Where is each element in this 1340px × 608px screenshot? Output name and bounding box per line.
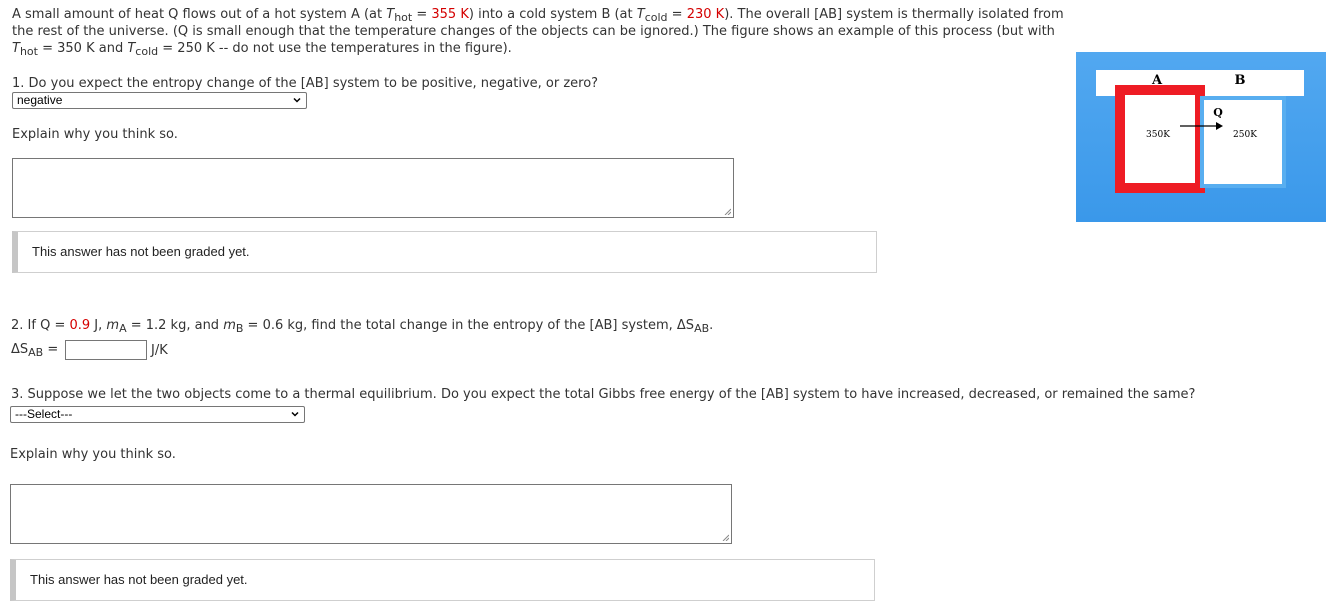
ab-subscript: AB: [694, 322, 710, 335]
equals-sign: =: [412, 7, 432, 22]
q2-answer-label: [11, 341, 58, 358]
q3-grade-status: This answer has not been graded yet.: [10, 559, 875, 601]
figure-cold-text: 250 K -- do not use the temperatures in the figure).: [177, 41, 512, 56]
mass-symbol: m: [223, 318, 236, 333]
hot-subscript: hot: [394, 11, 413, 24]
mass-symbol: m: [106, 318, 120, 333]
intro-text-2: ) into a cold system B (at: [468, 7, 637, 22]
q2-text-3: = 1.2 kg, and: [126, 318, 224, 333]
resize-grip-icon[interactable]: [722, 534, 729, 541]
heat-flow-diagram: [1076, 52, 1326, 222]
q2-text-1: 2. If Q =: [11, 318, 70, 333]
heat-q-label: Q: [1213, 106, 1223, 119]
resize-grip-icon[interactable]: [724, 208, 731, 215]
q3-selected-value: ---Select---: [15, 407, 73, 421]
q3-explanation-textarea[interactable]: [10, 484, 732, 544]
delta-s-symbol: ΔS: [676, 318, 695, 333]
equals-sign: =: [667, 7, 687, 22]
q3-explain-prompt: Explain why you think so.: [10, 447, 176, 462]
q1-select[interactable]: [12, 92, 307, 109]
t-cold-value: 230 K: [686, 7, 725, 22]
t-symbol: T: [386, 7, 395, 22]
chevron-down-icon: [293, 96, 301, 104]
cold-subscript: cold: [135, 45, 159, 58]
t-symbol: T: [127, 41, 136, 56]
q2-text-2: J,: [90, 318, 107, 333]
q1-selected-value: negative: [17, 93, 63, 107]
q2-question: [11, 317, 713, 334]
heat-flow-figure: [1076, 52, 1326, 222]
system-b-label: B: [1234, 73, 1246, 88]
q2-heat-value: 0.9: [69, 318, 91, 333]
mass-b-subscript: B: [235, 322, 244, 335]
q2-text-4: = 0.6 kg, find the total change in the entropy of the [AB] system,: [243, 318, 677, 333]
equals-sign: =: [37, 41, 58, 56]
equals-sign: =: [158, 41, 178, 56]
t-symbol: T: [12, 41, 20, 56]
mass-a-subscript: A: [119, 322, 127, 335]
q1-explain-prompt: Explain why you think so.: [12, 127, 178, 142]
intro-text-1: A small amount of heat Q flows out of a hot system A (at: [12, 7, 387, 22]
cold-subscript: cold: [644, 11, 668, 24]
ab-subscript: AB: [28, 346, 44, 359]
chevron-down-icon: [291, 410, 299, 418]
q3-select[interactable]: [10, 406, 305, 423]
delta-s-symbol: ΔS: [11, 342, 29, 357]
q2-unit: J/K: [151, 343, 168, 358]
system-b-temp: 250K: [1233, 130, 1257, 140]
q2-period: .: [709, 318, 714, 333]
problem-statement: [12, 6, 1077, 57]
system-a-temp: 350K: [1146, 130, 1170, 140]
hot-subscript: hot: [19, 45, 38, 58]
t-hot-value: 355 K: [431, 7, 469, 22]
t-symbol: T: [636, 7, 645, 22]
q1-grade-status: This answer has not been graded yet.: [12, 231, 877, 273]
q1-question: 1. Do you expect the entropy change of the [AB] system to be positive, negative, or zero?: [12, 76, 599, 91]
equals-sign: =: [43, 342, 59, 357]
intro-text-3: ). The overall [AB] system is thermally isolated from the rest of the universe. (Q is small enough that the temperature changes of the objects can be ignored.) The figure shows an example of this process (but with: [12, 7, 1064, 39]
q2-entropy-input[interactable]: [65, 340, 147, 360]
q1-explanation-textarea[interactable]: [12, 158, 734, 218]
q3-question: 3. Suppose we let the two objects come to a thermal equilibrium. Do you expect the total Gibbs free energy of the [AB] system to have increased, decreased, or remained the same?: [11, 387, 1196, 402]
figure-hot-text: 350 K and: [57, 41, 128, 56]
system-a-label: A: [1151, 73, 1163, 88]
